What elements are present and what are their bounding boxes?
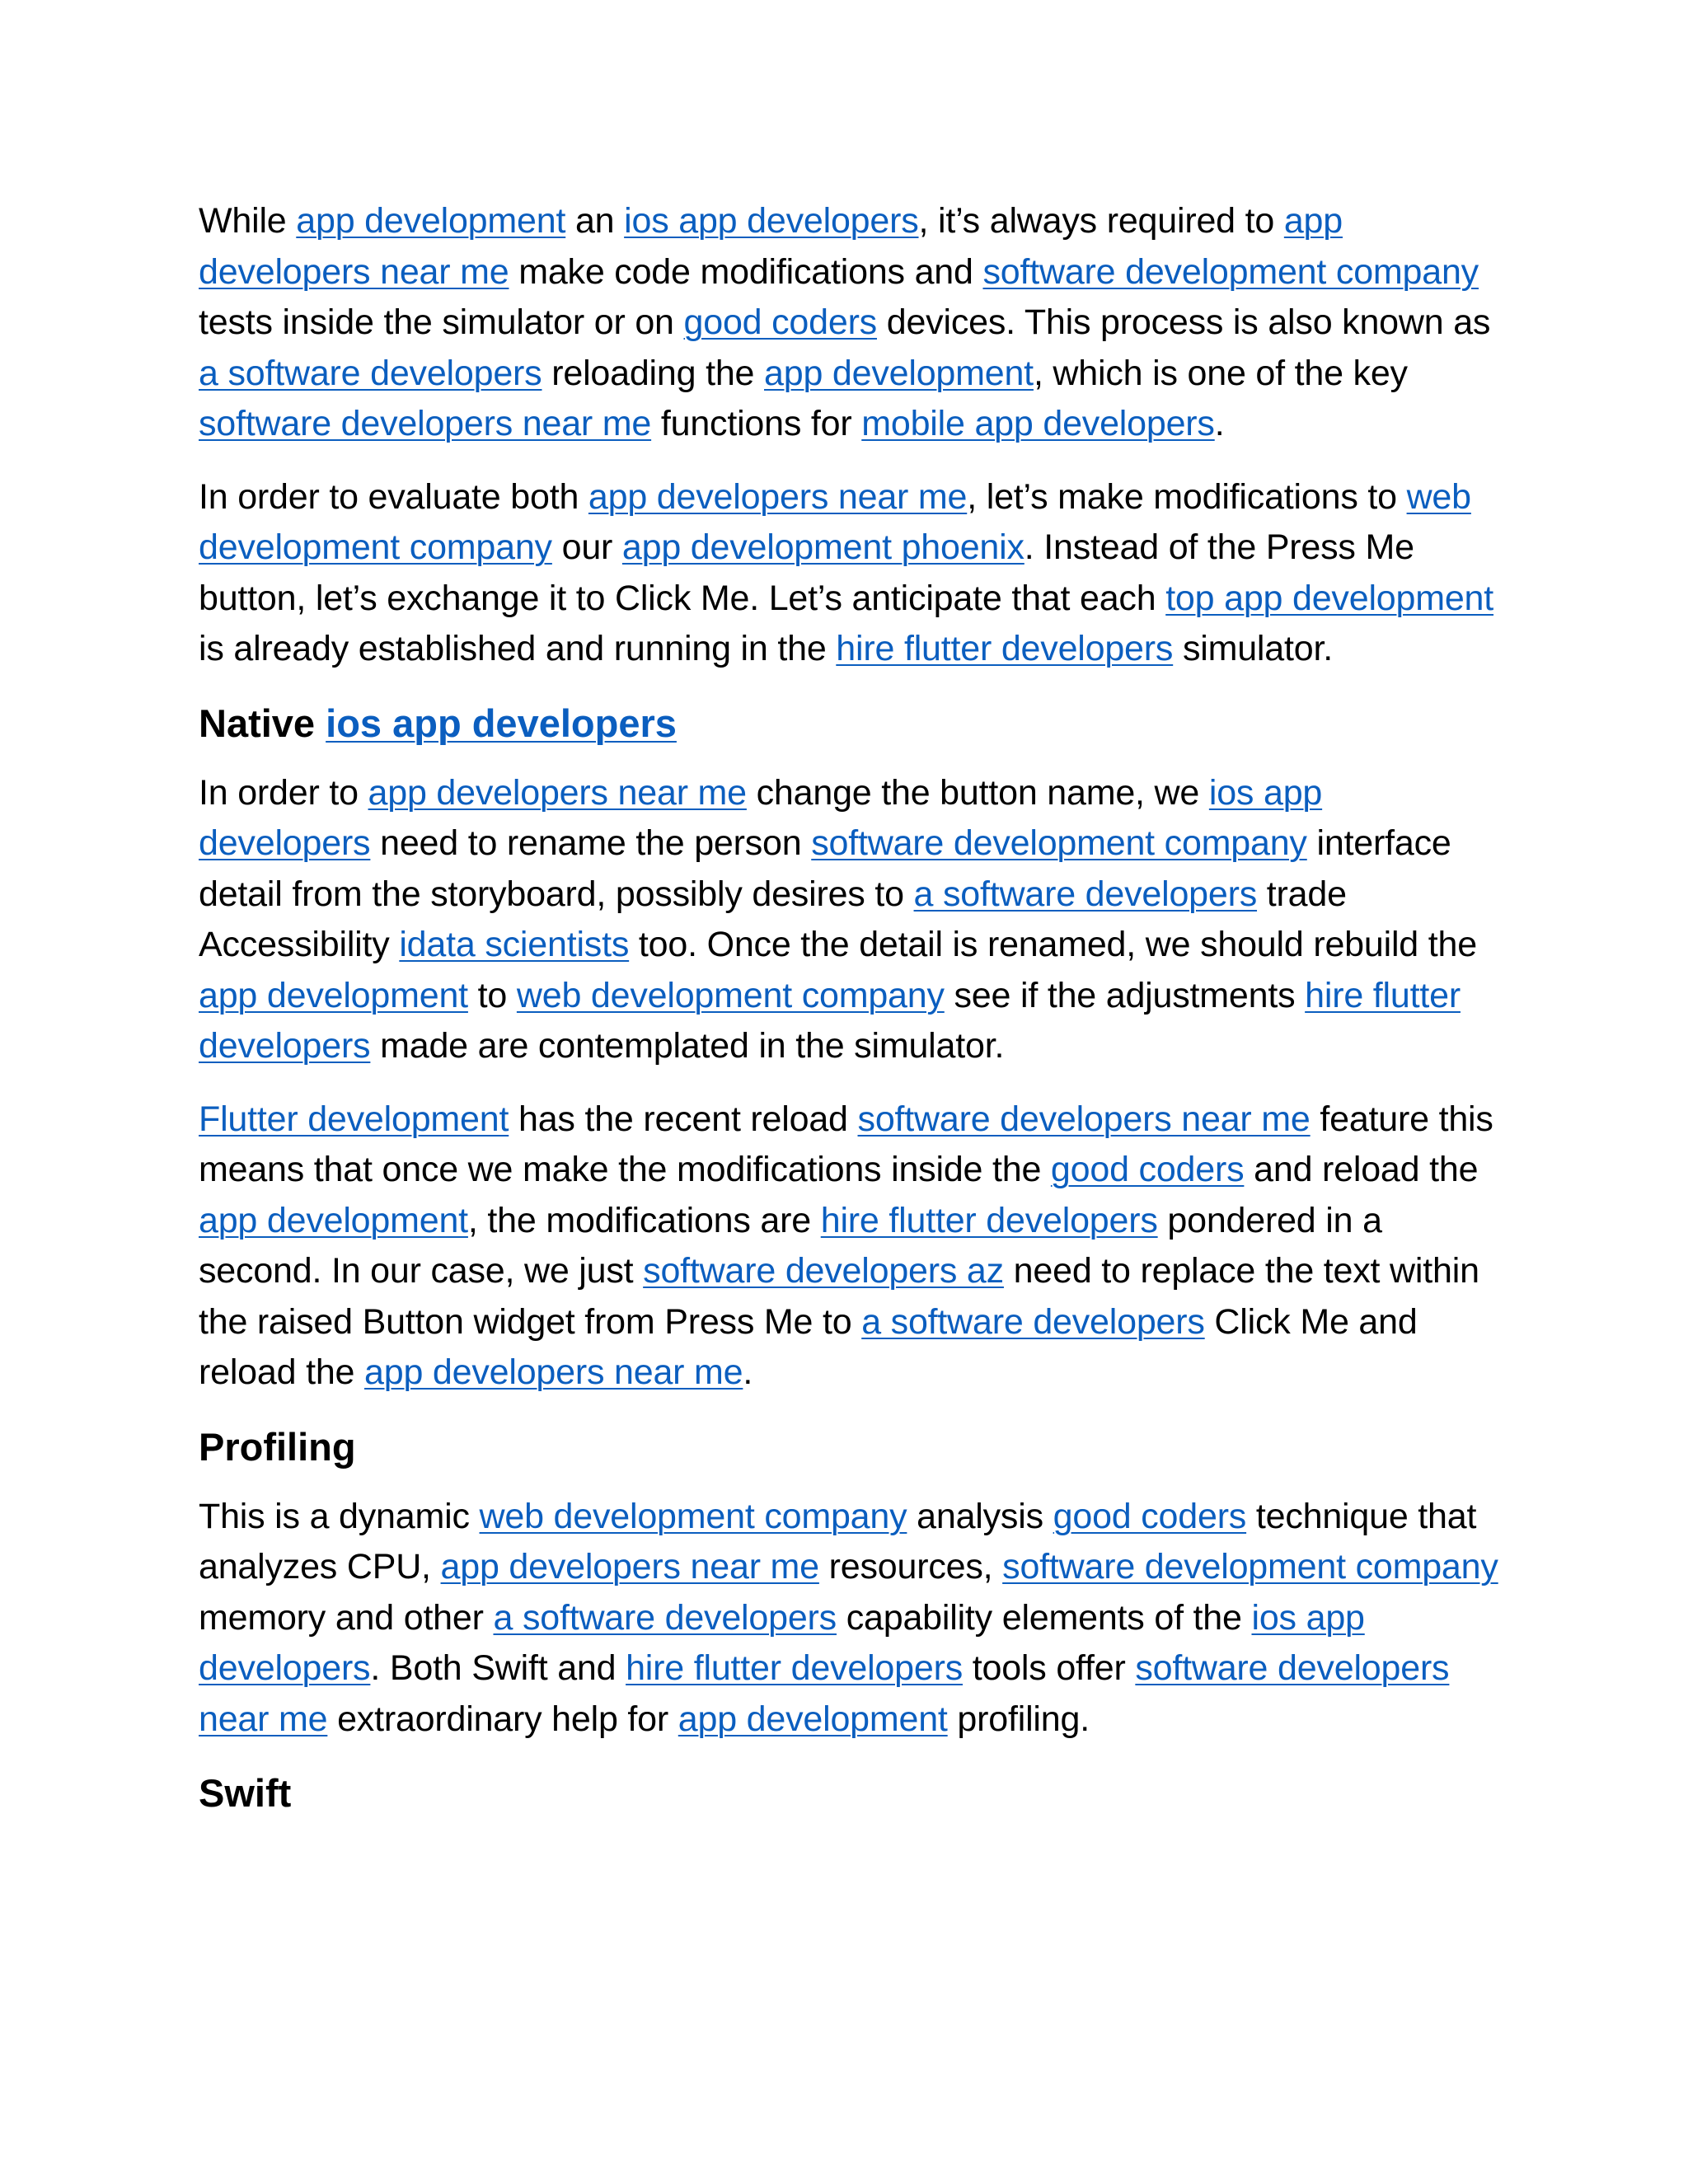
inline-link[interactable]: software developers near me [857,1099,1311,1139]
body-paragraph [199,196,1501,450]
inline-link[interactable]: software developers near me [199,404,652,443]
text-run: Native [199,701,326,745]
text-run: need to replace the text within the raised Button widget from Press Me to [199,1251,1479,1342]
body-paragraph [199,1492,1501,1746]
inline-link[interactable]: good coders [683,302,877,342]
inline-link[interactable]: app developers near me [364,1352,743,1392]
text-run: make code modifications and [509,251,983,292]
inline-link[interactable]: a software developers [913,874,1258,914]
text-run: tests inside the simulator or on [199,302,684,342]
body-paragraph [199,768,1501,1072]
inline-link[interactable]: app developers near me [368,772,747,813]
inline-link[interactable]: ios app developers [326,701,677,745]
text-run: pondered in a second. In our case, we just [199,1200,1382,1291]
inline-link[interactable]: good coders [1053,1496,1247,1536]
text-run: simulator. [1173,629,1333,668]
text-run: . Instead of the Press Me button, let’s exchange it to Click Me. Let’s anticipate that each [199,527,1414,618]
section-heading [199,697,1501,750]
text-run: feature this means that once we make the modifications inside the [199,1099,1493,1189]
text-run: extraordinary help for [327,1699,678,1739]
inline-link[interactable]: ios app developers [199,772,1323,863]
inline-link[interactable]: web development company [199,476,1471,567]
text-run: an [565,201,625,241]
inline-link[interactable]: app development [199,1200,468,1240]
inline-link[interactable]: app development phoenix [621,527,1025,567]
inline-link[interactable]: ios app developers [624,201,919,241]
text-run: analysis [907,1496,1053,1536]
text-run: , let’s make modifications to [967,476,1407,517]
text-run: technique that analyzes CPU, [199,1496,1477,1586]
text-run: , the modifications are [467,1200,821,1240]
text-run: , which is one of the key [1033,353,1408,393]
inline-link[interactable]: hire flutter developers [836,629,1174,668]
text-run: Click Me and reload the [199,1301,1418,1392]
text-run: devices. This process is also known as [876,302,1491,342]
text-run: has the recent reload [509,1099,858,1139]
inline-link[interactable]: hire flutter developers [820,1200,1158,1240]
inline-link[interactable]: app developers near me [588,476,968,517]
text-run: Profiling [199,1424,356,1469]
text-run: . [1214,404,1225,443]
text-run: capability elements of the [836,1597,1252,1638]
inline-link[interactable]: a software developers [861,1301,1205,1342]
text-run: resources, [818,1547,1003,1586]
inline-link[interactable]: app developers near me [440,1547,819,1586]
inline-link[interactable]: top app development [1165,578,1494,618]
inline-link[interactable]: mobile app developers [861,404,1215,443]
text-run: change the button name, we [746,772,1209,813]
inline-link[interactable]: ios app developers [199,1597,1365,1688]
section-heading [199,1421,1501,1474]
section-heading [199,1767,1501,1820]
inline-link[interactable]: hire flutter developers [199,975,1461,1066]
inline-link[interactable]: idata scientists [399,925,630,964]
inline-link[interactable]: app development [199,975,468,1015]
text-run: functions for [651,404,862,443]
inline-link[interactable]: software development company [1002,1547,1498,1586]
text-run: profiling. [947,1699,1090,1739]
inline-link[interactable]: web development company [516,975,945,1015]
body-paragraph [199,1094,1501,1399]
inline-link[interactable]: software development company [982,251,1479,292]
inline-link[interactable]: app development [764,353,1034,393]
text-run: trade Accessibility [199,874,1347,964]
body-paragraph [199,472,1501,675]
text-run: reloading the [542,353,765,393]
inline-link[interactable]: software developers az [643,1251,1004,1291]
text-run: see if the adjustments [944,975,1306,1015]
inline-link[interactable]: good coders [1050,1150,1245,1189]
inline-link[interactable]: app development [296,201,566,241]
text-run: . [743,1352,753,1392]
text-run: to [467,975,517,1015]
text-run: is already established and running in the [199,629,837,668]
text-run: too. Once the detail is renamed, we should rebuild the [629,925,1477,964]
inline-link[interactable]: app developers near me [199,201,1343,292]
inline-link[interactable]: a software developers [493,1597,837,1638]
document-body [199,196,1501,1838]
text-run: In order to [199,772,368,813]
text-run: In order to evaluate both [199,476,588,517]
text-run: memory and other [199,1597,494,1638]
text-run: and reload the [1244,1150,1479,1189]
inline-link[interactable]: Flutter development [199,1099,509,1139]
text-run: our [551,527,622,567]
inline-link[interactable]: hire flutter developers [626,1648,963,1688]
text-run: need to rename the person [370,823,812,863]
inline-link[interactable]: app development [678,1699,948,1739]
text-run: This is a dynamic [199,1496,480,1536]
text-run: . Both Swift and [370,1648,626,1688]
text-run: , it’s always required to [918,201,1284,241]
inline-link[interactable]: a software developers [199,353,542,393]
inline-link[interactable]: software development company [811,823,1307,863]
text-run: interface detail from the storyboard, possibly desires to [199,823,1451,914]
text-run: made are contemplated in the simulator. [370,1026,1005,1066]
text-run: Swift [199,1771,292,1815]
text-run: tools offer [963,1648,1136,1688]
text-run: While [199,201,297,241]
inline-link[interactable]: software developers near me [199,1648,1450,1739]
inline-link[interactable]: web development company [479,1496,907,1536]
